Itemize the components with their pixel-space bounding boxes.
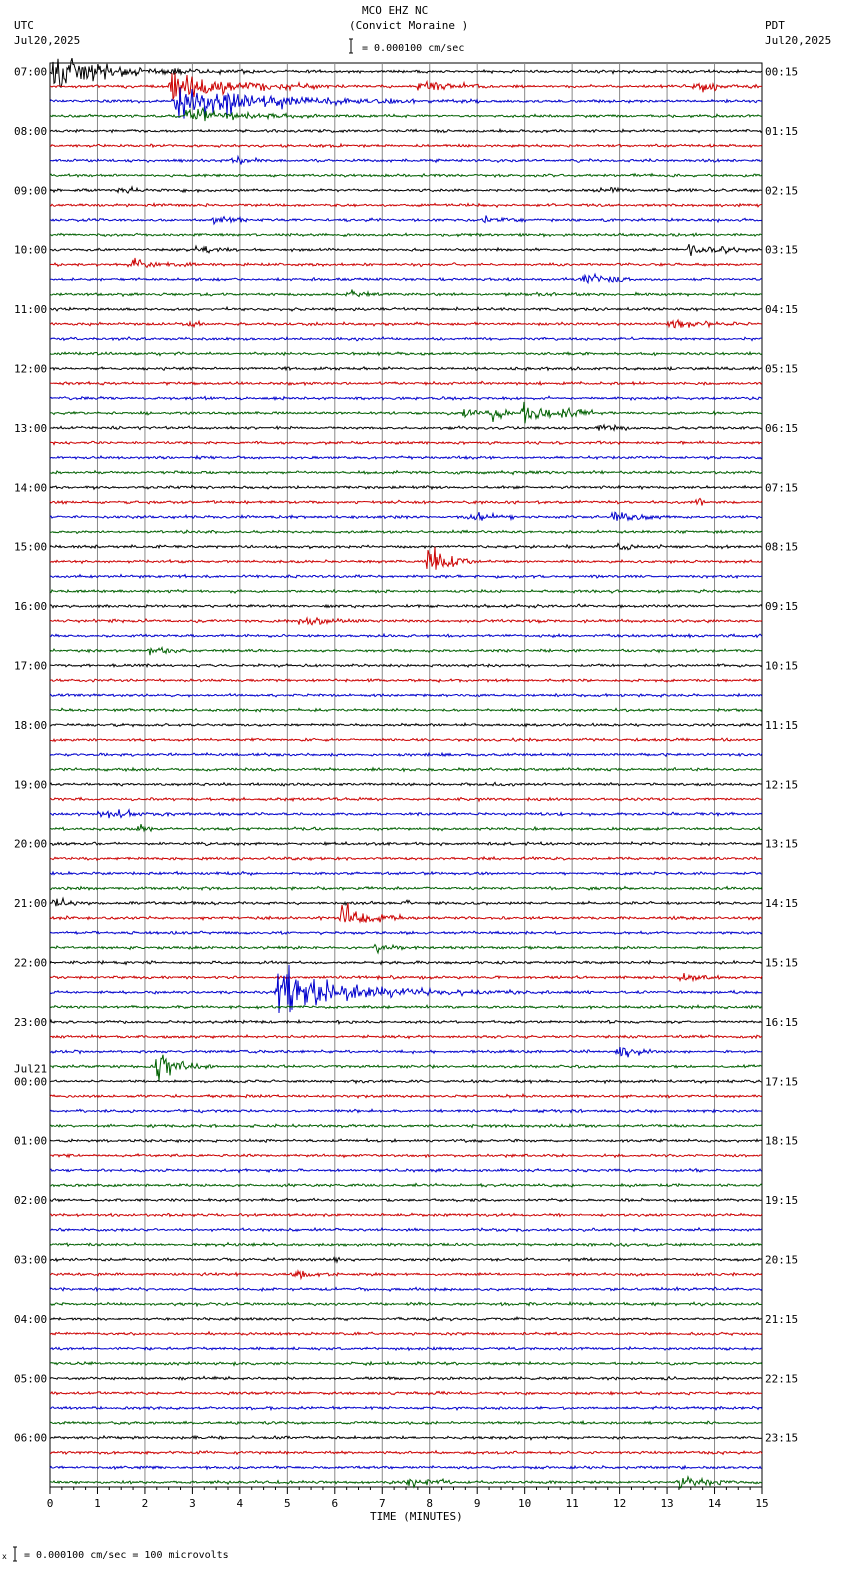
pdt-hour-label: 10:15 bbox=[765, 659, 799, 673]
pdt-hour-label: 15:15 bbox=[765, 956, 799, 970]
pdt-hour-label: 00:15 bbox=[765, 65, 799, 79]
trace-line bbox=[50, 58, 762, 87]
pdt-hour-label: 03:15 bbox=[765, 243, 799, 257]
utc-hour-label: 20:00 bbox=[14, 837, 48, 851]
trace-line bbox=[50, 857, 762, 860]
trace-line bbox=[50, 381, 762, 385]
trace-line bbox=[50, 1243, 762, 1247]
trace-line bbox=[50, 108, 762, 121]
trace-line bbox=[50, 258, 762, 267]
x-tick-label: 1 bbox=[94, 1497, 101, 1510]
trace-line bbox=[50, 1376, 762, 1380]
pdt-hour-label: 18:15 bbox=[765, 1134, 799, 1148]
trace-line bbox=[50, 456, 762, 459]
utc-hour-label: 02:00 bbox=[14, 1194, 48, 1208]
trace-line bbox=[50, 425, 762, 431]
x-tick-label: 7 bbox=[378, 1497, 386, 1510]
x-tick-label: 9 bbox=[473, 1497, 481, 1510]
utc-hour-label: 15:00 bbox=[14, 540, 48, 554]
scale-label: = 0.000100 cm/sec bbox=[362, 43, 465, 54]
utc-hour-label: 19:00 bbox=[14, 778, 48, 792]
trace-line bbox=[50, 1287, 762, 1291]
trace-line bbox=[50, 1035, 762, 1038]
trace-line bbox=[50, 664, 762, 667]
utc-hour-label: 01:00 bbox=[14, 1134, 48, 1148]
trace-line bbox=[50, 337, 762, 341]
trace-line bbox=[50, 782, 762, 786]
x-tick-label: 2 bbox=[141, 1497, 149, 1510]
trace-line bbox=[50, 87, 762, 118]
trace-line bbox=[50, 708, 762, 711]
trace-line bbox=[50, 753, 762, 756]
trace-line bbox=[50, 634, 762, 637]
station-location: (Convict Moraine ) bbox=[349, 19, 469, 32]
x-tick-label: 13 bbox=[660, 1497, 674, 1510]
trace-line bbox=[50, 1213, 762, 1216]
utc-hour-label: 13:00 bbox=[14, 421, 48, 435]
pdt-hour-label: 20:15 bbox=[765, 1253, 799, 1267]
trace-line bbox=[50, 824, 762, 831]
trace-line bbox=[50, 723, 762, 726]
trace-line bbox=[50, 512, 762, 521]
trace-line bbox=[50, 187, 762, 193]
pdt-hour-label: 16:15 bbox=[765, 1015, 799, 1029]
trace-line bbox=[50, 1362, 762, 1366]
pdt-hour-label: 04:15 bbox=[765, 303, 799, 317]
x-tick-label: 0 bbox=[46, 1497, 54, 1510]
trace-line bbox=[50, 352, 762, 356]
pdt-hour-label: 14:15 bbox=[765, 897, 799, 911]
trace-line bbox=[50, 872, 762, 876]
utc-hour-label: 04:00 bbox=[14, 1312, 48, 1326]
trace-line bbox=[50, 1020, 762, 1024]
x-tick-label: 8 bbox=[426, 1497, 434, 1510]
trace-line bbox=[50, 679, 762, 682]
trace-line bbox=[50, 203, 762, 207]
trace-line bbox=[50, 290, 762, 297]
trace-line bbox=[50, 530, 762, 533]
trace-line bbox=[50, 648, 762, 656]
trace-line bbox=[50, 1317, 762, 1321]
x-tick-label: 10 bbox=[518, 1497, 532, 1510]
footer-scale-icon bbox=[2, 1545, 24, 1563]
utc-hour-label: 07:00 bbox=[14, 65, 48, 79]
trace-line bbox=[50, 694, 762, 697]
x-tick-label: 11 bbox=[565, 1497, 579, 1510]
trace-line bbox=[50, 544, 762, 550]
pdt-hour-label: 06:15 bbox=[765, 421, 799, 435]
utc-hour-label: 22:00 bbox=[14, 956, 48, 970]
x-tick-label: 5 bbox=[284, 1497, 291, 1510]
utc-hour-label: 14:00 bbox=[14, 481, 48, 495]
trace-line bbox=[50, 73, 762, 102]
left-timezone: UTC bbox=[14, 19, 34, 32]
trace-line bbox=[50, 1080, 762, 1084]
left-date: Jul20,2025 bbox=[14, 34, 81, 47]
trace-line bbox=[50, 320, 762, 328]
trace-line bbox=[50, 887, 762, 891]
utc-hour-label: 23:00 bbox=[14, 1015, 48, 1029]
trace-line bbox=[50, 1139, 762, 1142]
trace-line bbox=[50, 618, 762, 625]
utc-hour-label: 11:00 bbox=[14, 303, 48, 317]
pdt-hour-label: 21:15 bbox=[765, 1312, 799, 1326]
pdt-hour-label: 19:15 bbox=[765, 1194, 799, 1208]
pdt-hour-label: 13:15 bbox=[765, 837, 799, 851]
svg-text:x: x bbox=[2, 1552, 7, 1561]
trace-line bbox=[50, 768, 762, 772]
trace-line bbox=[50, 604, 762, 608]
utc-hour-label: 06:00 bbox=[14, 1431, 48, 1445]
trace-line bbox=[50, 738, 762, 741]
utc-hour-label: 16:00 bbox=[14, 600, 48, 614]
trace-line bbox=[50, 931, 762, 934]
trace-line bbox=[50, 1047, 762, 1057]
utc-hour-label: 12:00 bbox=[14, 362, 48, 376]
trace-line bbox=[50, 1406, 762, 1410]
trace-line bbox=[50, 575, 762, 579]
pdt-hour-label: 09:15 bbox=[765, 600, 799, 614]
right-timezone: PDT bbox=[765, 19, 785, 32]
utc-hour-label: 18:00 bbox=[14, 718, 48, 732]
pdt-hour-label: 22:15 bbox=[765, 1372, 799, 1386]
trace-line bbox=[50, 244, 762, 256]
trace-line bbox=[50, 1332, 762, 1336]
trace-line bbox=[50, 809, 762, 818]
trace-line bbox=[50, 1466, 762, 1469]
trace-line bbox=[50, 1421, 762, 1424]
pdt-hour-label: 17:15 bbox=[765, 1075, 799, 1089]
trace-line bbox=[50, 307, 762, 311]
trace-line bbox=[50, 945, 762, 953]
trace-line bbox=[50, 1228, 762, 1232]
utc-hour-label: 00:00 bbox=[14, 1075, 48, 1089]
trace-line bbox=[50, 961, 762, 965]
trace-line bbox=[50, 216, 762, 225]
trace-line bbox=[50, 1391, 762, 1394]
trace-line bbox=[50, 1271, 762, 1279]
trace-line bbox=[50, 965, 762, 1013]
pdt-hour-label: 02:15 bbox=[765, 184, 799, 198]
trace-line bbox=[50, 402, 762, 423]
trace-line bbox=[50, 471, 762, 475]
trace-line bbox=[50, 1477, 762, 1488]
trace-line bbox=[50, 898, 762, 906]
trace-line bbox=[50, 274, 762, 283]
trace-line bbox=[50, 1005, 762, 1009]
utc-hour-label: 08:00 bbox=[14, 124, 48, 138]
trace-line bbox=[50, 1451, 762, 1455]
trace-line bbox=[50, 441, 762, 444]
pdt-hour-label: 11:15 bbox=[765, 718, 799, 732]
trace-line bbox=[50, 1198, 762, 1201]
footer-scale-note: = 0.000100 cm/sec = 100 microvolts bbox=[24, 1550, 229, 1561]
trace-line bbox=[50, 144, 762, 147]
trace-line bbox=[50, 973, 762, 981]
trace-line bbox=[50, 396, 762, 400]
trace-line bbox=[50, 129, 762, 132]
trace-line bbox=[50, 1109, 762, 1113]
x-tick-label: 12 bbox=[612, 1497, 627, 1510]
trace-line bbox=[50, 1124, 762, 1127]
x-tick-label: 14 bbox=[707, 1497, 722, 1510]
pdt-hour-label: 05:15 bbox=[765, 362, 799, 376]
x-tick-label: 6 bbox=[331, 1497, 339, 1510]
trace-line bbox=[50, 547, 762, 570]
trace-line bbox=[50, 590, 762, 594]
trace-line bbox=[50, 174, 762, 177]
utc-hour-label: 21:00 bbox=[14, 897, 48, 911]
trace-line bbox=[50, 367, 762, 371]
utc-hour-label: 09:00 bbox=[14, 184, 48, 198]
pdt-hour-label: 23:15 bbox=[765, 1431, 799, 1445]
utc-hour-label: 17:00 bbox=[14, 659, 48, 673]
trace-line bbox=[50, 233, 762, 236]
trace-line bbox=[50, 1436, 762, 1440]
utc-hour-label: 10:00 bbox=[14, 243, 48, 257]
trace-line bbox=[50, 1094, 762, 1098]
trace-line bbox=[50, 1055, 762, 1081]
trace-line bbox=[50, 798, 762, 802]
trace-line bbox=[50, 1258, 762, 1263]
x-tick-label: 15 bbox=[755, 1497, 769, 1510]
x-tick-label: 3 bbox=[189, 1497, 196, 1510]
trace-line bbox=[50, 903, 762, 923]
x-tick-label: 4 bbox=[236, 1497, 244, 1510]
pdt-hour-label: 01:15 bbox=[765, 124, 799, 138]
right-date: Jul20,2025 bbox=[765, 34, 832, 47]
trace-line bbox=[50, 1347, 762, 1350]
station-title: MCO EHZ NC bbox=[362, 4, 429, 17]
utc-date-change-label: Jul21 bbox=[14, 1062, 48, 1076]
utc-hour-label: 05:00 bbox=[14, 1372, 48, 1386]
trace-line bbox=[50, 842, 762, 846]
pdt-hour-label: 07:15 bbox=[765, 481, 799, 495]
trace-line bbox=[50, 1169, 762, 1173]
pdt-hour-label: 08:15 bbox=[765, 540, 799, 554]
pdt-hour-label: 12:15 bbox=[765, 778, 799, 792]
utc-hour-label: 03:00 bbox=[14, 1253, 48, 1267]
trace-line bbox=[50, 498, 762, 505]
trace-line bbox=[50, 1302, 762, 1306]
trace-line bbox=[50, 1154, 762, 1157]
trace-line bbox=[50, 486, 762, 490]
x-axis-label: TIME (MINUTES) bbox=[370, 1510, 463, 1523]
trace-line bbox=[50, 157, 762, 165]
trace-line bbox=[50, 1183, 762, 1187]
